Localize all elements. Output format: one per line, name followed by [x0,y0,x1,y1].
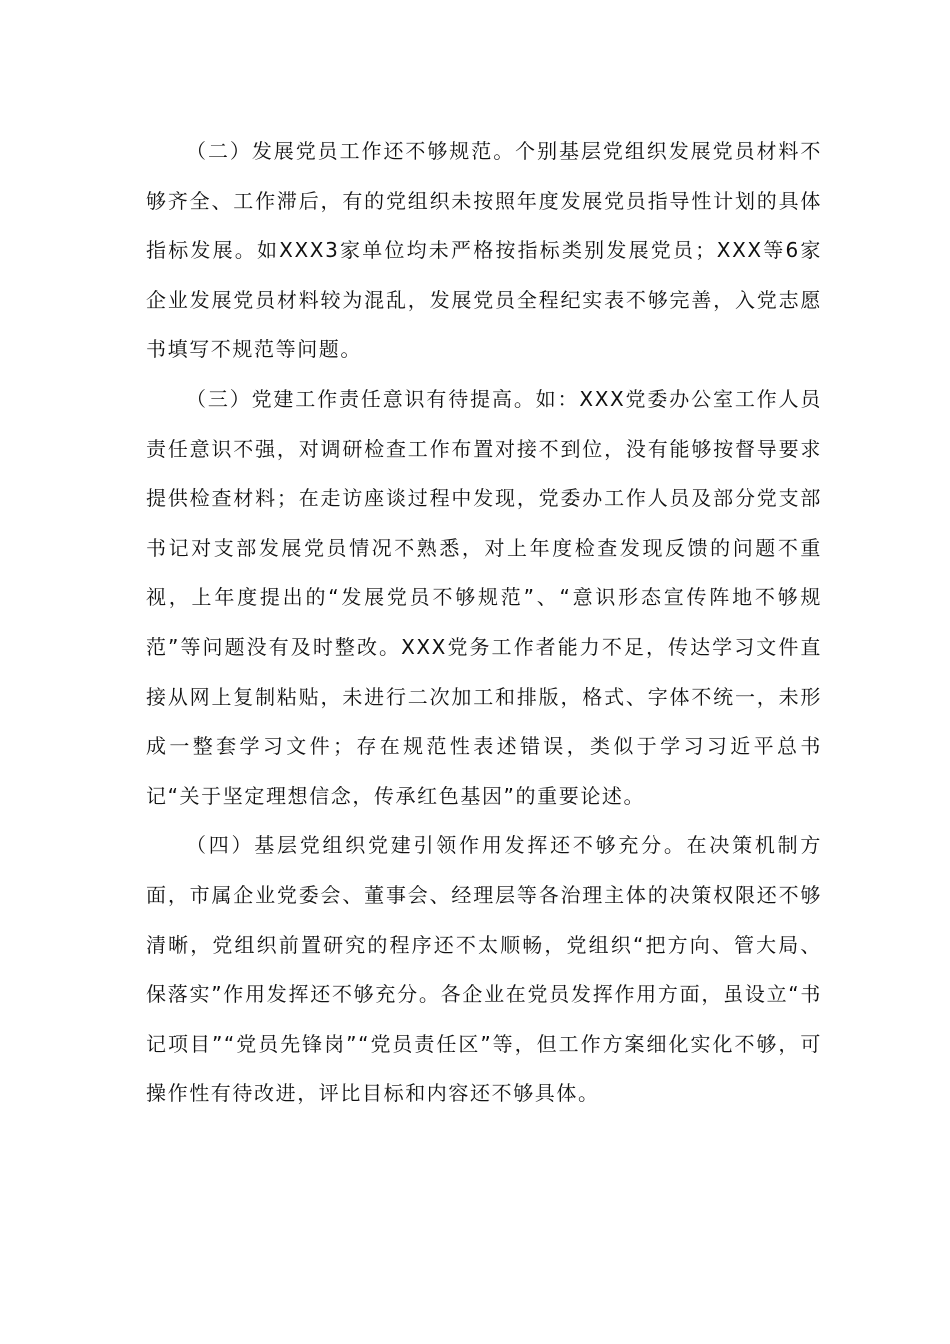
document-body [146,127,822,1119]
paragraph-2-party-member-development: （二）发展党员工作还不够规范。个别基层党组织发展党员材料不够齐全、工作滞后，有的党组织未按照年度发展党员指导性计划的具体指标发展。如XXX3家单位均未严格按指标类别发展党员；XXX等6家企业发展党员材料较为混乱，发展党员全程纪实表不够完善，入党志愿书填写不规范等问题。 [146,139,822,362]
paragraph-4-leading-role: （四）基层党组织党建引领作用发挥还不够充分。在决策机制方面，市属企业党委会、董事会、经理层等各治理主体的决策权限还不够清晰，党组织前置研究的程序还不太顺畅，党组织“把方向、管大局、保落实”作用发挥还不够充分。各企业在党员发挥作用方面，虽设立“书记项目”“党员先锋岗”“党员责任区”等，但工作方案细化实化不够，可操作性有待改进，评比目标和内容还不够具体。 [146,833,822,1106]
paragraph-3-responsibility-awareness: （三）党建工作责任意识有待提高。如：XXX党委办公室工作人员责任意识不强，对调研检查工作布置对接不到位，没有能够按督导要求提供检查材料；在走访座谈过程中发现，党委办工作人员及部分党支部书记对支部发展党员情况不熟悉，对上年度检查发现反馈的问题不重视，上年度提出的“发展党员不够规范”、“意识形态宣传阵地不够规范”等问题没有及时整改。XXX党务工作者能力不足，传达学习文件直接从网上复制粘贴，未进行二次加工和排版，格式、字体不统一，未形成一整套学习文件；存在规范性表述错误，类似于学习习近平总书记“关于坚定理想信念，传承红色基因”的重要论述。 [146,386,822,808]
